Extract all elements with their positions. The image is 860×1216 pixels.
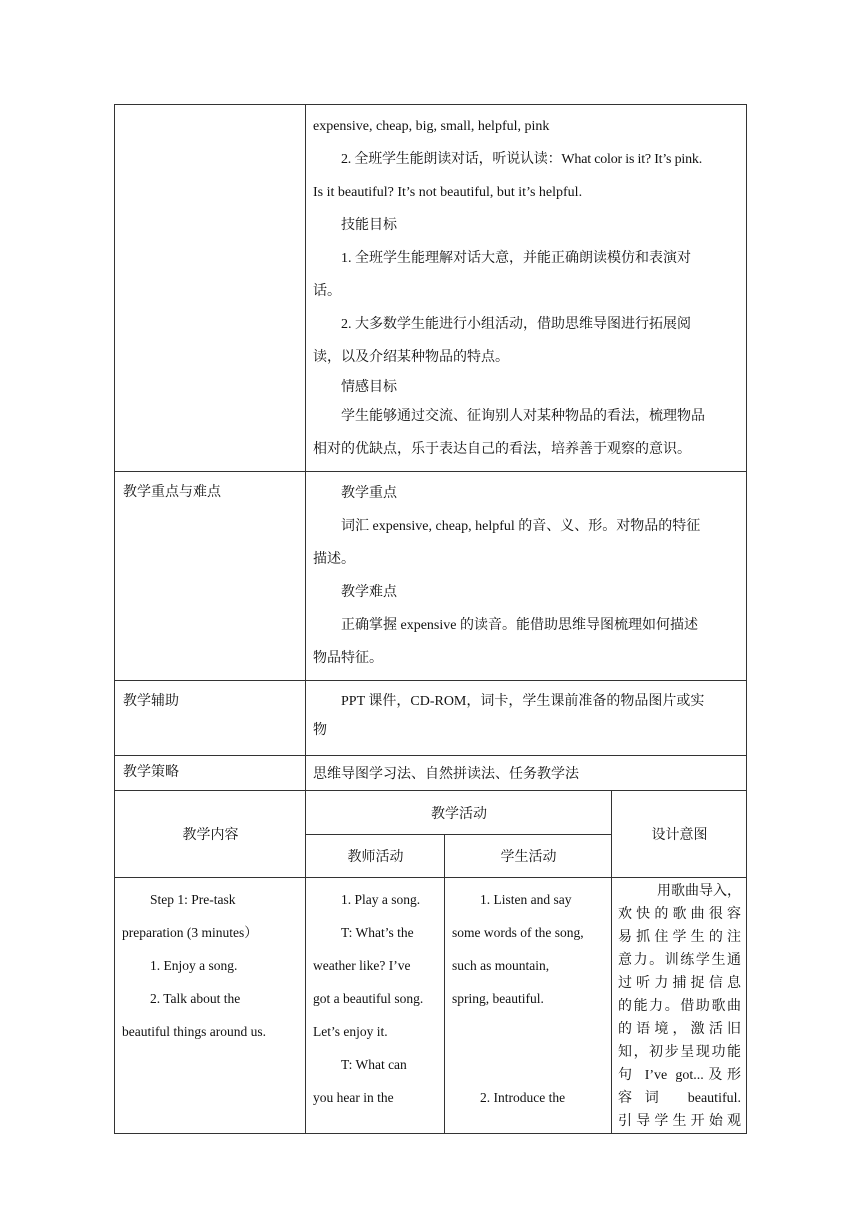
objectives-label-cell <box>115 105 306 472</box>
step1-content-line: Step 1: Pre-task <box>150 892 236 907</box>
objectives-line: 读，以及介绍某种物品的特点。 <box>313 350 509 365</box>
strategy-label: 教学策略 <box>115 756 306 791</box>
step1-teacher-line: you hear in the <box>313 1090 394 1105</box>
step1-content-cell <box>115 878 306 1134</box>
step1-design-line: 容词 beautiful. <box>618 1091 742 1106</box>
step1-design-line: 引导学生开始观 <box>618 1114 742 1129</box>
aids-row <box>115 681 747 756</box>
step1-design-line: 意力。训练学生通 <box>618 953 742 968</box>
step1-teacher-line: 1. Play a song. <box>341 892 421 907</box>
key-points-line: 描述。 <box>313 552 355 567</box>
step1-student-line: 2. Introduce the <box>480 1090 566 1105</box>
step1-design-line: 过听力捕捉信息 <box>618 976 742 991</box>
spacer <box>452 1015 605 1048</box>
step1-teacher-cell <box>306 878 445 1134</box>
step1-content-line: preparation (3 minutes） <box>122 925 258 940</box>
step1-teacher-line: weather like? I’ve <box>313 958 411 973</box>
step1-teacher-line: T: What’s the <box>341 925 414 940</box>
step1-teacher-line: T: What can <box>341 1057 407 1072</box>
step1-student-line: spring, beautiful. <box>452 991 544 1006</box>
step1-design-line: 的能力。借助歌曲 <box>618 999 742 1014</box>
objectives-row <box>115 105 747 472</box>
step1-design-line: 欢快的歌曲很容 <box>618 907 742 922</box>
difficulty-line: 正确掌握 expensive 的读音。能借助思维导图梳理如何描述 <box>341 618 698 633</box>
objectives-line: 话。 <box>313 284 341 299</box>
step1-design-line: 知，初步呈现功能 <box>618 1045 742 1060</box>
difficulty-heading: 教学难点 <box>341 585 397 600</box>
objectives-line: 2. 全班学生能朗读对话，听说认读：What color is it? It’s pink. <box>341 152 702 167</box>
step1-teacher-line: got a beautiful song. <box>313 991 424 1006</box>
key-points-cell <box>306 472 747 681</box>
activities-header: 教学活动 <box>306 791 612 835</box>
aids-line: PPT 课件，CD-ROM，词卡，学生课前准备的物品图片或实 <box>341 694 705 709</box>
objectives-line: 学生能够通过交流、征询别人对某种物品的看法，梳理物品 <box>341 409 705 424</box>
skill-goal-heading: 技能目标 <box>341 218 397 233</box>
objectives-line: 相对的优缺点，乐于表达自己的看法，培养善于观察的意识。 <box>313 442 691 457</box>
aids-line: 物 <box>313 723 327 738</box>
key-points-row <box>115 472 747 681</box>
spacer <box>452 1048 605 1081</box>
student-header: 学生活动 <box>445 835 612 878</box>
step1-student-line: some words of the song, <box>452 925 584 940</box>
step1-student-line: 1. Listen and say <box>480 892 572 907</box>
key-points-heading: 教学重点 <box>341 486 397 501</box>
objectives-line: 1. 全班学生能理解对话大意，并能正确朗读模仿和表演对 <box>341 251 691 266</box>
teacher-header: 教师活动 <box>306 835 445 878</box>
difficulty-line: 物品特征。 <box>313 651 383 666</box>
objectives-line: 2. 大多数学生能进行小组活动，借助思维导图进行拓展阅 <box>341 317 691 332</box>
content-header: 教学内容 <box>115 791 306 878</box>
step1-design-line: 句 I’ve got...及形 <box>618 1068 742 1083</box>
step1-content-line: 2. Talk about the <box>150 991 241 1006</box>
objectives-line: Is it beautiful? It’s not beautiful, but it’s helpful. <box>313 185 583 200</box>
objectives-cell <box>306 105 747 472</box>
strategy-text: 思维导图学习法、自然拼读法、任务教学法 <box>306 756 747 791</box>
step1-content-line: beautiful things around us. <box>122 1024 266 1039</box>
step1-student-cell <box>445 878 612 1134</box>
activities-header-row <box>115 791 747 835</box>
lesson-plan-table <box>114 104 747 1134</box>
aids-cell <box>306 681 747 756</box>
step1-content-line: 1. Enjoy a song. <box>150 958 238 973</box>
design-header: 设计意图 <box>612 791 747 878</box>
step1-design-line: 易抓住学生的注 <box>618 930 742 945</box>
affective-goal-heading: 情感目标 <box>341 380 397 395</box>
step1-row <box>115 878 747 1134</box>
objectives-line: expensive, cheap, big, small, helpful, pink <box>313 119 550 134</box>
key-points-label: 教学重点与难点 <box>115 472 306 681</box>
step1-design-line: 用歌曲导入， <box>657 884 742 899</box>
step1-design-line: 的语境，激活旧 <box>618 1022 742 1037</box>
step1-design-cell <box>612 878 747 1134</box>
strategy-row <box>115 756 747 791</box>
step1-teacher-line: Let’s enjoy it. <box>313 1024 388 1039</box>
key-points-line: 词汇 expensive, cheap, helpful 的音、义、形。对物品的特征 <box>341 519 701 534</box>
step1-student-line: such as mountain, <box>452 958 550 973</box>
aids-label: 教学辅助 <box>115 681 306 756</box>
